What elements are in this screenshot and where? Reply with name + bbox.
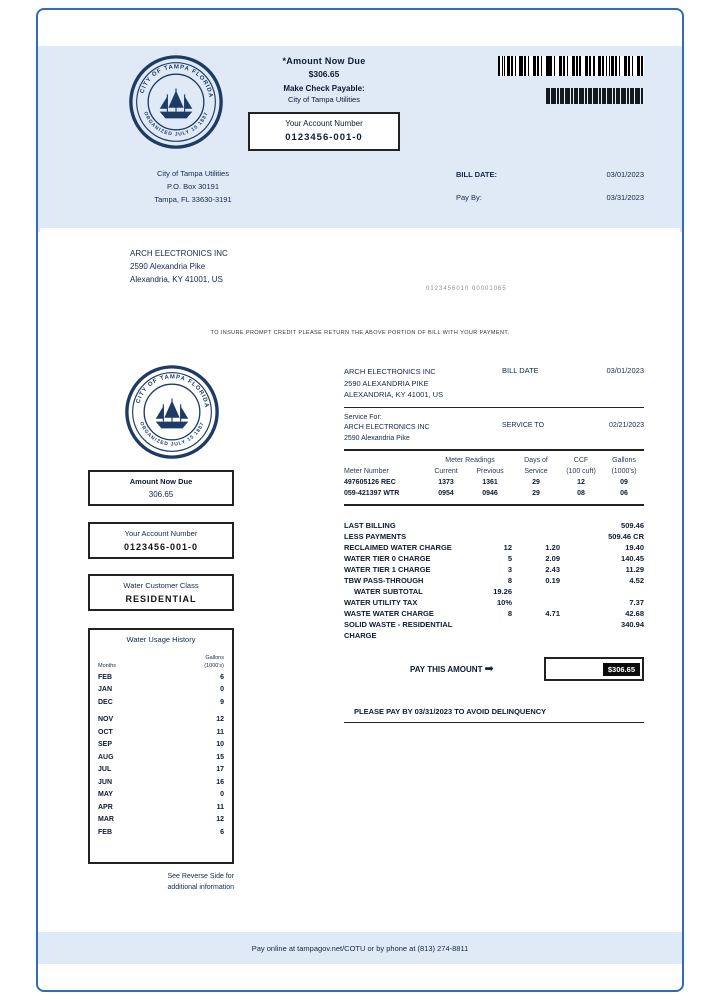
pay-by-value: 03/31/2023 <box>606 193 644 202</box>
usage-row <box>98 739 224 752</box>
charge-qty: 5 <box>507 554 512 564</box>
recipient-line-2: 2590 Alexandria Pike <box>130 261 206 271</box>
usage-row <box>98 697 224 710</box>
customer-class-box <box>88 574 234 611</box>
customer-class-value: RESIDENTIAL <box>125 594 197 604</box>
usage-value: 15 <box>216 753 224 761</box>
usage-row <box>98 827 224 840</box>
main-bill-date-label: BILL DATE <box>502 366 539 375</box>
sender-address <box>98 168 288 206</box>
charge-qty: 3 <box>507 565 512 575</box>
charge-label: SOLID WASTE - RESIDENTIAL CHARGE <box>344 620 453 641</box>
usage-months-label: Months <box>98 662 117 669</box>
charge-row <box>344 553 644 564</box>
divider <box>344 504 644 506</box>
sidebar-account-box <box>88 522 234 559</box>
sender-line-2: P.O. Box 30191 <box>167 181 219 191</box>
usage-value: 17 <box>216 766 224 773</box>
pay-this-amount-label: PAY THIS AMOUNT <box>410 664 483 674</box>
usage-row <box>98 672 224 685</box>
charge-row <box>344 520 644 531</box>
usage-row <box>98 764 224 777</box>
charge-row <box>344 542 644 553</box>
charge-rate <box>512 619 560 641</box>
charge-amount: 140.45 <box>621 554 644 564</box>
usage-value: 12 <box>216 716 224 723</box>
account-number-value: 0123456-001-0 <box>285 132 363 143</box>
service-for-block <box>344 413 502 445</box>
usage-units-line-1: Gallons <box>205 655 224 661</box>
charge-rate: 1.20 <box>545 543 560 553</box>
charge-amount: 509.46 <box>621 521 644 531</box>
reverse-side-note-line-2: additional information <box>167 883 234 891</box>
charge-rate: 2.09 <box>545 554 560 564</box>
charge-row <box>344 575 644 586</box>
usage-value: 6 <box>220 673 224 681</box>
usage-row <box>98 714 224 727</box>
charge-label: LAST BILLING <box>344 521 396 531</box>
reverse-side-note <box>88 872 234 893</box>
charge-label: WATER UTILITY TAX <box>344 598 418 608</box>
usage-value: 11 <box>216 728 224 736</box>
usage-value: 10 <box>216 741 224 748</box>
usage-value: 6 <box>220 828 224 836</box>
col-header-current: Current <box>434 468 458 476</box>
arrow-right-icon: ➡ <box>484 663 494 676</box>
usage-month: JAN <box>98 686 113 693</box>
account-number-label: Your Account Number <box>285 119 363 128</box>
charge-row <box>344 531 644 542</box>
service-to-label: SERVICE TO <box>502 421 545 429</box>
charge-label: WATER TIER 1 CHARGE <box>344 565 431 575</box>
usage-row <box>98 727 224 740</box>
charge-row <box>344 597 644 608</box>
col-header-days-1: Days of <box>524 457 548 465</box>
charge-rate <box>512 597 560 608</box>
usage-month: JUN <box>98 778 113 786</box>
charge-amount: 7.37 <box>629 598 644 608</box>
barcode-icon <box>498 56 644 76</box>
meter-number-cell: 059-421397 WTR <box>344 490 400 498</box>
charge-amount: 340.94 <box>621 620 644 630</box>
account-number-box <box>248 112 400 151</box>
service-for-row <box>344 413 644 445</box>
reverse-side-note-line-1: See Reverse Side for <box>167 873 234 880</box>
charge-amount <box>560 586 644 597</box>
days-of-service-cell: 29 <box>532 479 540 487</box>
divider <box>344 449 644 451</box>
meter-group-header: Meter Readings <box>445 457 495 465</box>
usage-value: 0 <box>220 791 224 798</box>
tampa-seal-icon <box>128 54 224 150</box>
usage-month: OCT <box>98 728 113 736</box>
sender-line-3: Tampa, FL 33630-3191 <box>154 194 232 204</box>
charge-qty: 8 <box>507 576 512 586</box>
pay-amount-box <box>544 657 644 681</box>
ccf-cell: 08 <box>577 490 585 498</box>
usage-value: 11 <box>216 803 224 811</box>
meter-readings-table <box>344 455 644 499</box>
charge-rate: 0.19 <box>545 576 560 586</box>
ccf-cell: 12 <box>577 479 585 487</box>
usage-month: MAR <box>98 816 114 823</box>
charges-list <box>344 520 644 641</box>
bill-detail-column <box>344 366 644 728</box>
charge-qty: 12 <box>503 543 512 553</box>
bill-date-label: BILL DATE: <box>456 170 497 179</box>
charge-row <box>344 564 644 575</box>
scanline-digits: 0123456010 00001065 <box>426 286 507 292</box>
usage-value: 12 <box>216 816 224 823</box>
usage-month: APR <box>98 803 113 811</box>
amount-now-due-value: 306.65 <box>148 490 174 499</box>
pay-this-amount-row <box>344 657 644 681</box>
usage-row <box>98 777 224 790</box>
col-header-meter-number: Meter Number <box>344 468 389 476</box>
usage-value: 9 <box>220 698 224 706</box>
charge-label: RECLAIMED WATER CHARGE <box>344 543 452 553</box>
charge-amount: 42.68 <box>625 609 644 619</box>
usage-title: Water Usage History <box>126 635 196 644</box>
charge-label: WATER TIER 0 CHARGE <box>344 554 431 564</box>
recipient-address-main <box>344 366 502 401</box>
recipient-line-1: ARCH ELECTRONICS INC <box>130 249 228 258</box>
usage-month: SEP <box>98 741 113 748</box>
usage-row <box>98 752 224 765</box>
usage-month: MAY <box>98 791 113 798</box>
charge-row <box>344 586 644 597</box>
usage-row <box>98 814 224 827</box>
col-header-days-2: Service <box>524 468 548 476</box>
charge-qty: 10% <box>496 598 512 608</box>
charge-label: WATER SUBTOTAL <box>354 587 423 597</box>
charge-qty <box>470 531 512 542</box>
usage-value: 16 <box>216 778 224 786</box>
charge-rate: 4.71 <box>545 609 560 619</box>
service-to-value: 02/21/2023 <box>608 421 644 429</box>
charge-rate <box>512 531 560 542</box>
col-header-gallons-2: (1000's) <box>611 468 637 476</box>
footer-band <box>38 932 682 964</box>
usage-row <box>98 802 224 815</box>
current-reading-cell: 1373 <box>438 479 454 487</box>
usage-month: DEC <box>98 698 113 706</box>
charge-qty <box>470 520 512 531</box>
sender-line-1: City of Tampa Utilities <box>157 169 229 178</box>
usage-month: FEB <box>98 828 112 836</box>
bill-date-value: 03/01/2023 <box>606 170 644 179</box>
previous-reading-cell: 0946 <box>482 490 498 498</box>
usage-row <box>98 789 224 802</box>
service-for-line-1: ARCH ELECTRONICS INC <box>344 424 430 432</box>
barcode-secondary-icon <box>546 88 644 104</box>
return-portion-note: TO INSURE PROMPT CREDIT PLEASE RETURN THE ABOVE PORTION OF BILL WITH YOUR PAYMENT. <box>210 330 510 336</box>
gallons-cell: 09 <box>620 479 628 487</box>
previous-reading-cell: 1361 <box>482 479 498 487</box>
days-of-service-cell: 29 <box>532 490 540 498</box>
charge-label: WASTE WATER CHARGE <box>344 609 434 619</box>
current-reading-cell: 0954 <box>438 490 454 498</box>
recipient-main-line-2: 2590 ALEXANDRIA PIKE <box>344 378 429 388</box>
usage-units-line-2: (1000's) <box>204 663 224 670</box>
charge-row <box>344 608 644 619</box>
charge-label: TBW PASS-THROUGH <box>344 576 424 586</box>
stub-amount-due-value: $306.65 <box>308 69 340 79</box>
stub-amount-due-label: *Amount Now Due <box>282 56 366 66</box>
bill-page <box>36 8 684 992</box>
sidebar-account-value: 0123456-001-0 <box>123 542 199 552</box>
stub-center-block <box>234 56 414 151</box>
charge-amount: 19.40 <box>625 543 644 553</box>
divider <box>344 722 644 723</box>
pay-by-label: Pay By: <box>456 193 482 202</box>
usage-row <box>98 684 224 697</box>
stub-dates <box>456 170 644 216</box>
recipient-main-line-1: ARCH ELECTRONICS INC <box>344 367 436 376</box>
delinquency-note: PLEASE PAY BY 03/31/2023 TO AVOID DELINQUENCY <box>354 707 547 717</box>
service-for-label: Service For: <box>344 413 382 421</box>
charge-qty <box>470 619 512 641</box>
col-header-gallons-1: Gallons <box>612 457 636 465</box>
usage-month: JUL <box>98 766 112 773</box>
make-check-payable-label: Make Check Payable: <box>283 84 365 93</box>
charge-rate <box>512 586 560 597</box>
meter-number-cell: 497605126 REC <box>344 479 396 487</box>
charge-rate: 2.43 <box>545 565 560 575</box>
charge-qty: 19.26 <box>493 587 512 597</box>
col-header-ccf-1: CCF <box>573 457 589 465</box>
col-header-ccf-2: (100 cuft) <box>566 468 596 476</box>
footer-pay-online-text: Pay online at tampagov.net/COTU or by phone at (813) 274-8811 <box>251 943 469 953</box>
gallons-cell: 06 <box>620 490 628 498</box>
usage-month: NOV <box>98 716 114 723</box>
customer-class-label: Water Customer Class <box>123 581 199 590</box>
charge-amount: 11.29 <box>625 565 644 575</box>
charge-label: LESS PAYMENTS <box>344 532 407 542</box>
tampa-seal-icon <box>124 364 220 460</box>
recipient-main-line-3: ALEXANDRIA, KY 41001, US <box>344 390 444 400</box>
sidebar-account-label: Your Account Number <box>124 529 198 538</box>
pay-amount-value: $306.65 <box>603 663 640 676</box>
recipient-address-stub <box>130 248 228 286</box>
usage-value: 0 <box>220 686 224 693</box>
make-check-payable-to: City of Tampa Utilities <box>288 95 360 104</box>
col-header-previous: Previous <box>476 468 504 476</box>
charge-row <box>344 619 644 641</box>
usage-month: FEB <box>98 673 112 681</box>
charge-rate <box>512 520 560 531</box>
water-usage-history-panel <box>88 628 234 864</box>
billing-address-row <box>344 366 644 401</box>
recipient-line-3: Alexandria, KY 41001, US <box>130 274 223 284</box>
amount-now-due-label: Amount Now Due <box>129 477 193 486</box>
charge-amount: 4.52 <box>629 576 644 586</box>
divider <box>344 407 644 408</box>
usage-rows <box>98 672 224 840</box>
amount-now-due-box <box>88 470 234 506</box>
usage-month: AUG <box>98 753 114 761</box>
charge-qty: 8 <box>507 609 512 619</box>
service-for-line-2: 2590 Alexandria Pike <box>344 434 410 442</box>
main-bill-date-value: 03/01/2023 <box>606 366 644 375</box>
charge-amount: 509.46 CR <box>608 532 644 542</box>
